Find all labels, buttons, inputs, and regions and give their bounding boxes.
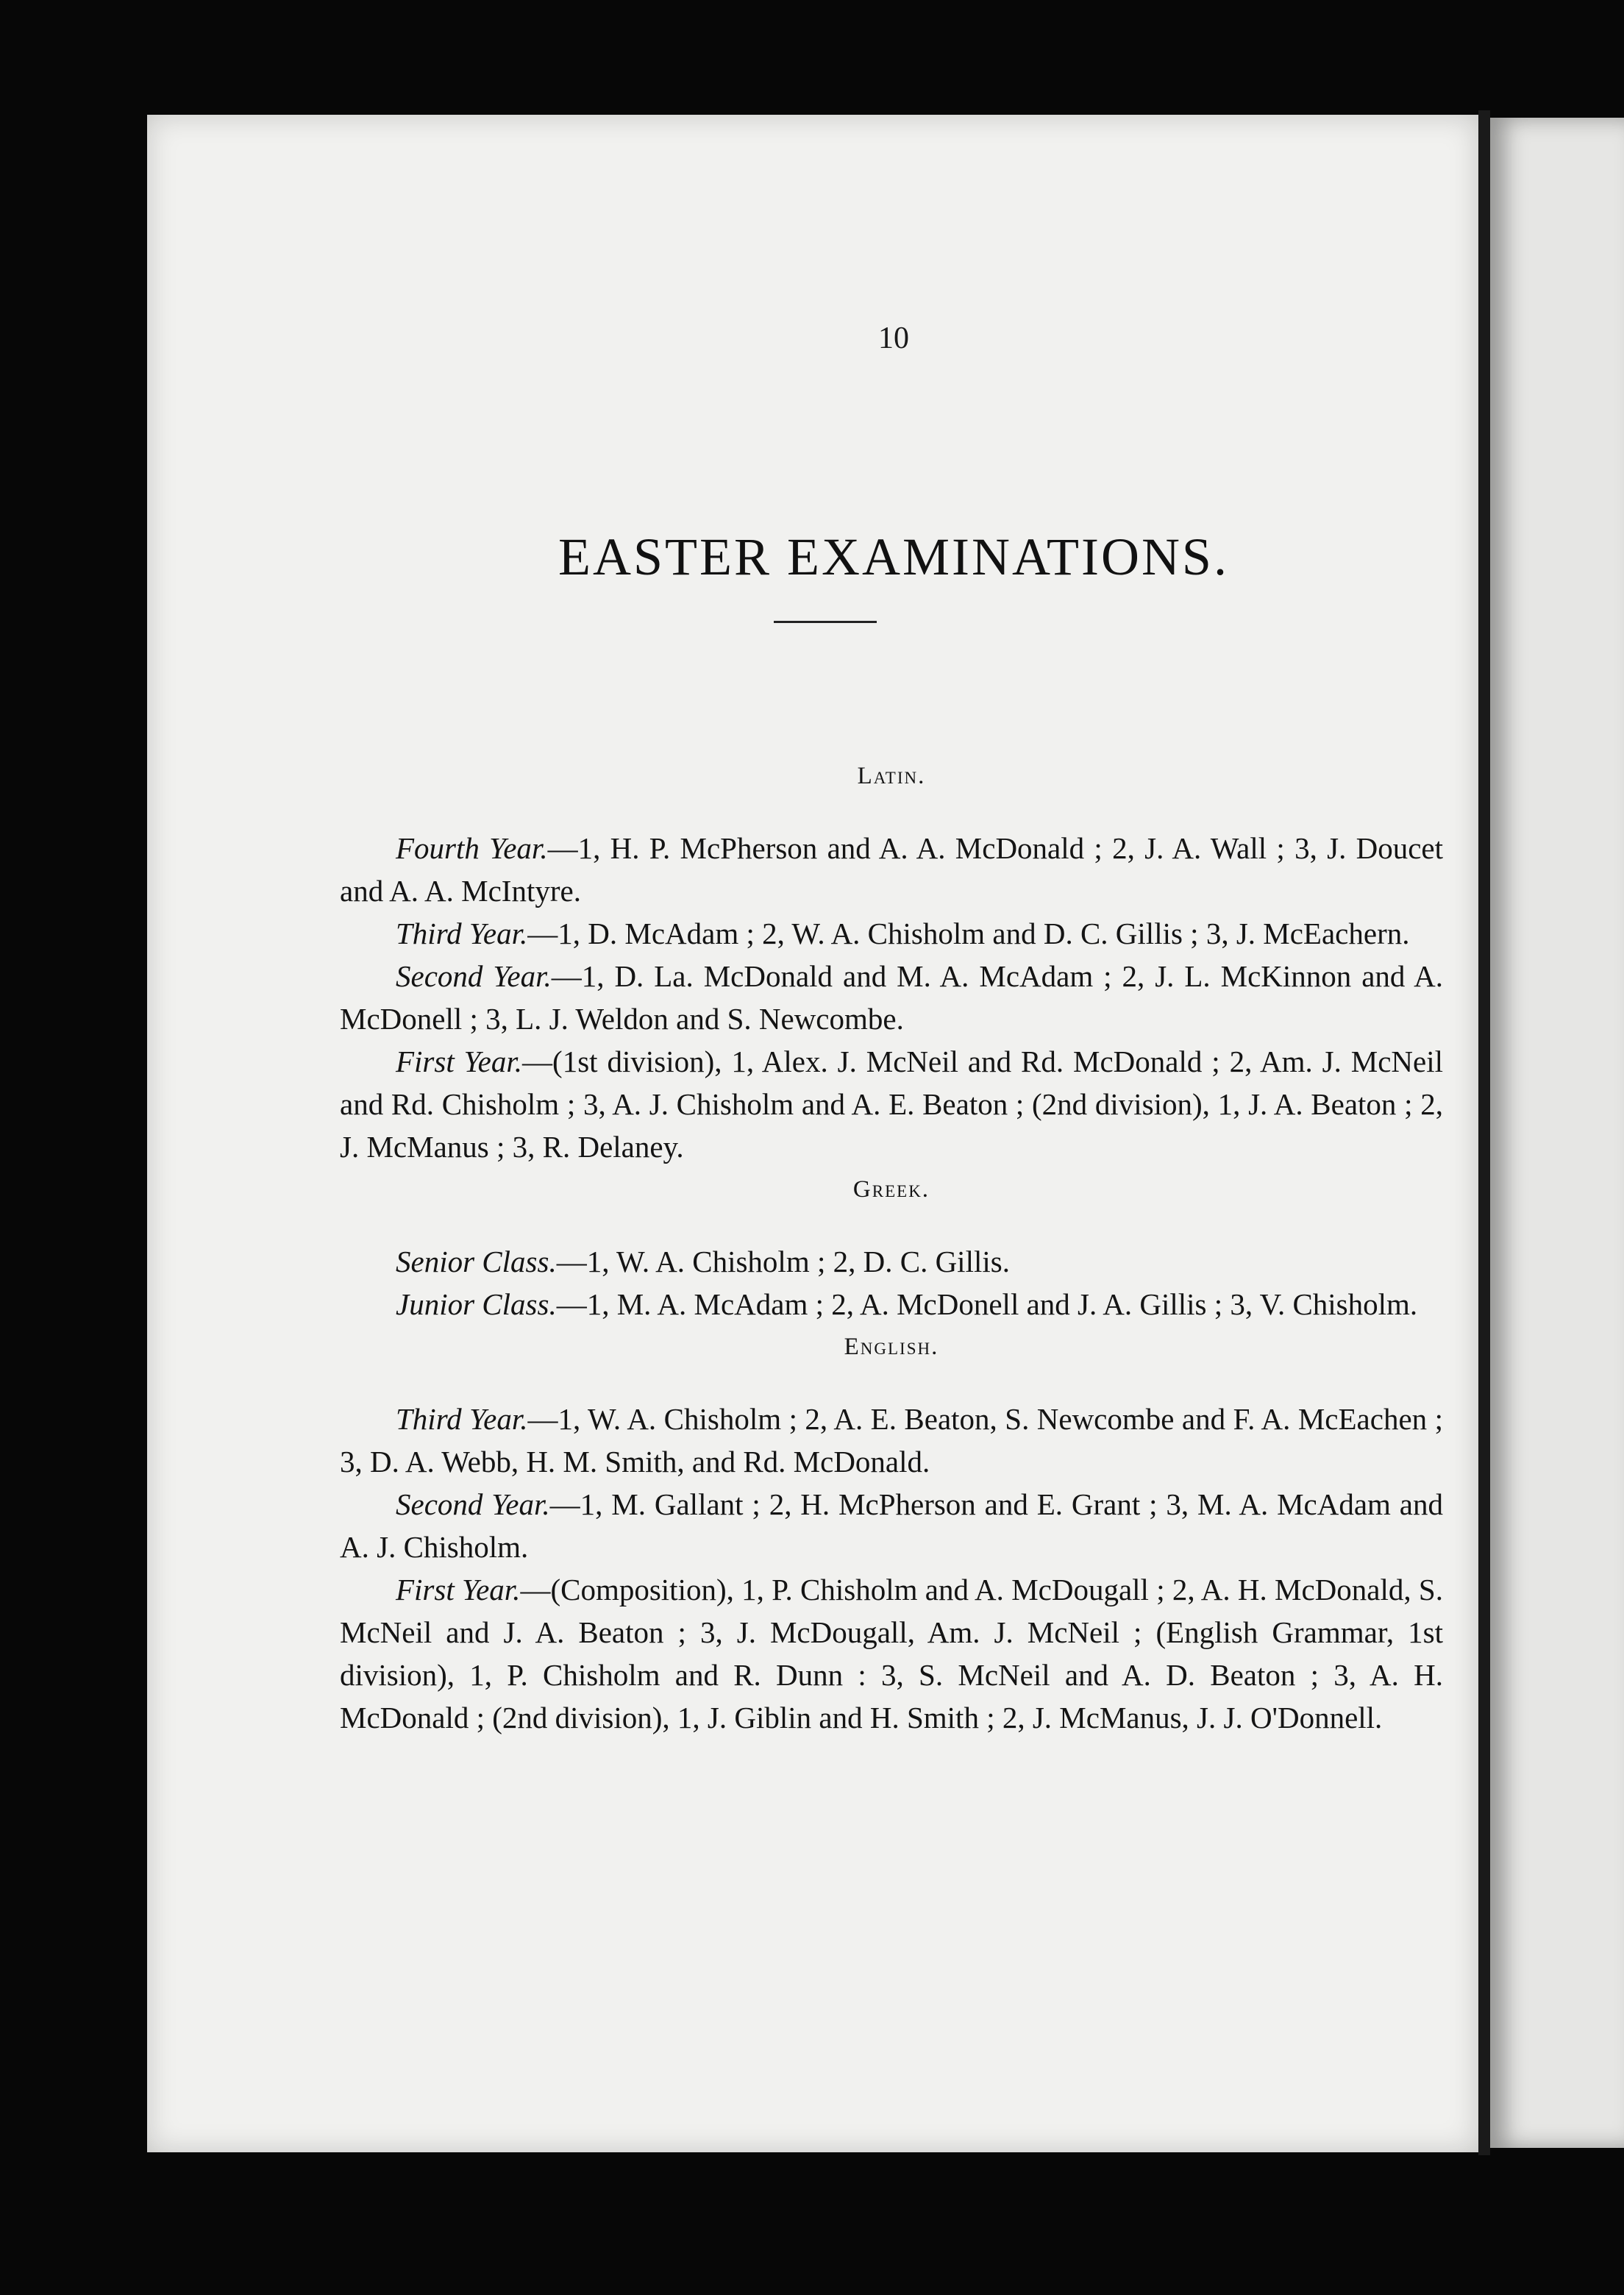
title-divider [774, 621, 877, 623]
page-number: 10 [878, 321, 909, 355]
entry-label: First Year. [396, 1045, 523, 1078]
document-page [147, 115, 1478, 2152]
result-entry [340, 1483, 1443, 1568]
result-entry [340, 955, 1443, 1040]
result-entry [340, 1398, 1443, 1483]
entry-text: —1, W. A. Chisholm ; 2, D. C. Gillis. [556, 1245, 1010, 1278]
entry-text: —1, W. A. Chisholm ; 2, A. E. Beaton, S. Newcombe and F. A. McEachen ; 3, D. A. Webb, H. M. Smith, and Rd. McDonald. [340, 1402, 1443, 1479]
entry-text: —1, D. La. McDonald and M. A. McAdam ; 2, J. L. McKinnon and A. McDonell ; 3, L. J. Weldon and S. Newcombe. [340, 959, 1443, 1036]
result-entry [340, 1283, 1443, 1326]
result-entry [340, 912, 1443, 955]
entry-label: Second Year. [396, 959, 552, 993]
result-entry [340, 1040, 1443, 1168]
entry-label: Third Year. [396, 1402, 528, 1436]
result-entry [340, 1240, 1443, 1283]
adjacent-page-edge [1490, 118, 1624, 2148]
result-entry [340, 1568, 1443, 1739]
entry-text: —1, M. Gallant ; 2, H. McPherson and E. Grant ; 3, M. A. McAdam and A. J. Chisholm. [340, 1487, 1443, 1564]
section-heading: Greek. [852, 1176, 930, 1203]
entry-text: —(Composition), 1, P. Chisholm and A. McDougall ; 2, A. H. McDonald, S. McNeil and J. A. Beaton ; 3, J. McDougall, Am. J. McNeil ; (English Grammar, 1st division), 1, P. Chisholm and R. Dunn : 3, S. McNeil and A. D. Beaton ; 3, A. H. McDonald ; (2nd division), 1, J. Giblin and H. Smith ; 2, J. McManus, J. J. O'Donnell. [340, 1573, 1443, 1734]
section-heading: English. [844, 1334, 939, 1360]
entry-text: —1, M. A. McAdam ; 2, A. McDonell and J. A. Gillis ; 3, V. Chisholm. [556, 1287, 1418, 1321]
entry-text: —(1st division), 1, Alex. J. McNeil and Rd. McDonald ; 2, Am. J. McNeil and Rd. Chisholm ; 3, A. J. Chisholm and A. E. Beaton ; (2nd division), 1, J. A. Beaton ; 2, J. McManus ; 3, R. Delaney. [340, 1045, 1443, 1164]
page-fold [1478, 110, 1490, 2155]
entry-label: Fourth Year. [396, 831, 548, 865]
entry-text: —1, D. McAdam ; 2, W. A. Chisholm and D. C. Gillis ; 3, J. McEachern. [527, 917, 1410, 950]
entry-label: Third Year. [396, 917, 528, 950]
entry-text: —1, H. P. McPherson and A. A. McDonald ; 2, J. A. Wall ; 3, J. Doucet and A. A. McIntyre. [340, 831, 1443, 908]
entry-label: Senior Class. [396, 1245, 557, 1278]
entry-label: Second Year. [396, 1487, 550, 1521]
section-heading: Latin. [857, 763, 926, 789]
examination-results [340, 755, 1443, 1739]
section-latin [340, 755, 1443, 1168]
page-title: EASTER EXAMINATIONS. [558, 527, 1229, 586]
section-greek [340, 1168, 1443, 1326]
result-entry [340, 827, 1443, 912]
section-english [340, 1326, 1443, 1739]
entry-label: Junior Class. [396, 1287, 557, 1321]
entry-label: First Year. [396, 1573, 521, 1606]
